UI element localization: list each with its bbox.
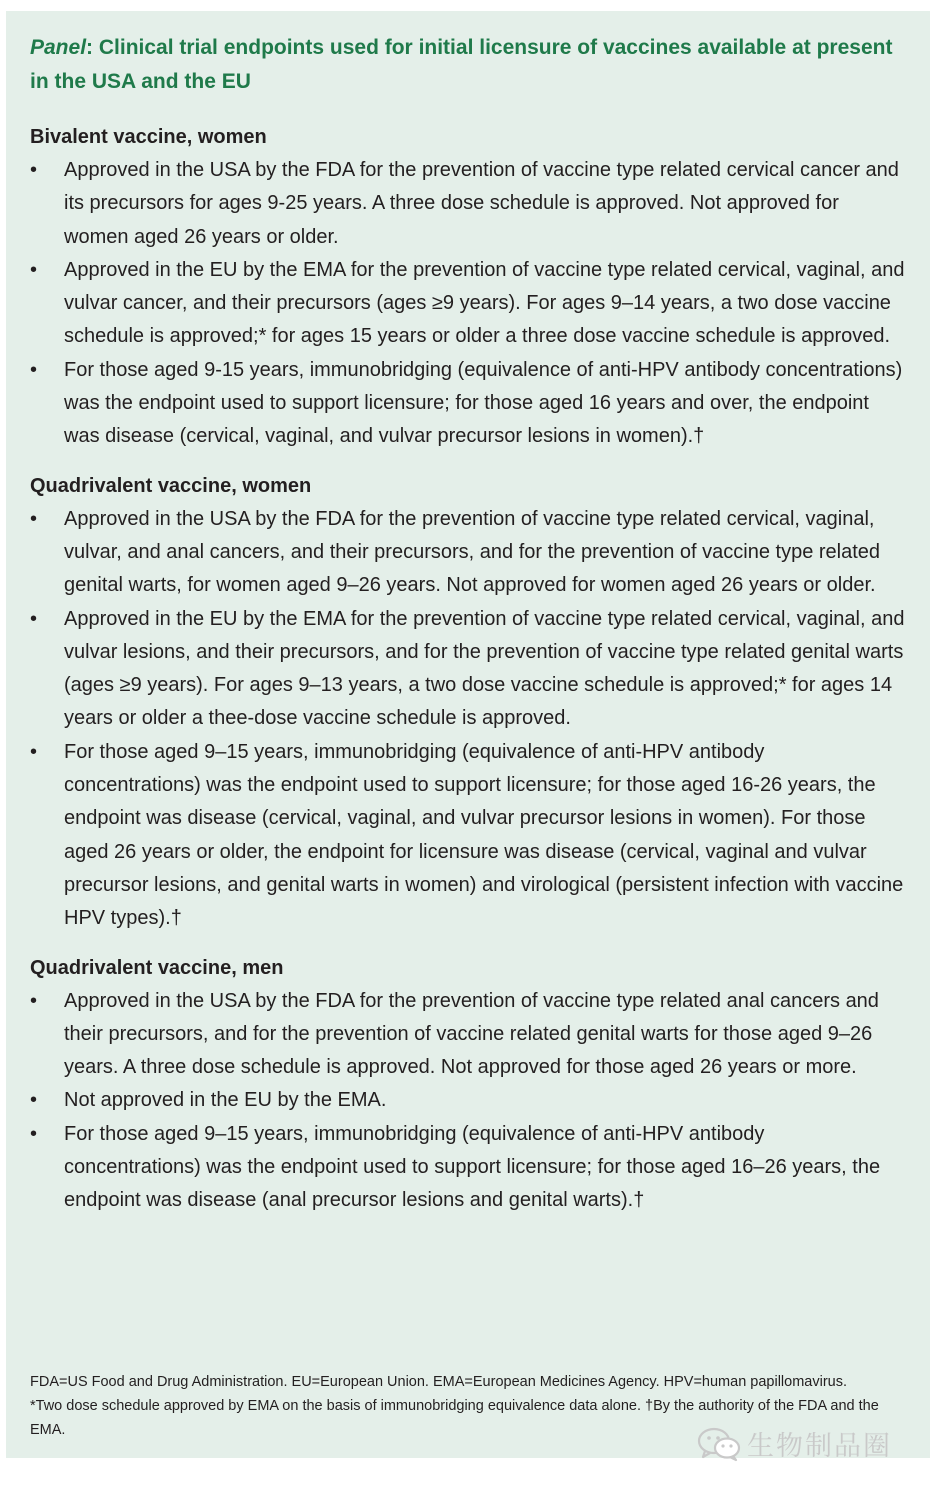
list-item-text: Approved in the EU by the EMA for the prevention of vaccine type related cervical, vaginal, and vulvar cancer, and their precursors (ages ≥9 years). For ages 9–14 years, a two dose vaccine schedule is approved;* for ages 15 years or older a three dose vaccine schedule is approved.: [64, 258, 905, 348]
watermark: [697, 1424, 892, 1463]
list-item: [30, 985, 906, 1085]
section-heading: Quadrivalent vaccine, women: [30, 474, 312, 497]
bullet-icon: •: [30, 1122, 38, 1145]
list-item-text: Approved in the USA by the FDA for the prevention of vaccine type related cervical, vaginal, vulvar, and anal cancers, and their precursors, and for the prevention of vaccine type related genital warts, for women aged 9–26 years. Not approved for women aged 26 years or older.: [64, 507, 881, 597]
list-item: [30, 1084, 906, 1117]
bullet-list: [30, 985, 906, 1218]
list-item-text: Approved in the USA by the FDA for the prevention of vaccine type related cervical cancer and its precursors for ages 9-25 years. A three dose schedule is approved. Not approved for women aged 26 years or older.: [64, 159, 899, 248]
list-item-text: For those aged 9–15 years, immunobridging (equivalence of anti-HPV antibody concentrations) was the endpoint used to support licensure; for those aged 16-26 years, the endpoint was disease (cervical, vaginal, and vulvar precursor lesions in women). For those aged 26 years or older, the endpoint for licensure was disease (cervical, vaginal and vulvar precursor lesions, and genital warts in women) and virological (persistent infection with vaccine HPV types).†: [64, 740, 904, 930]
bullet-icon: •: [30, 159, 38, 181]
footnote-notes: *Two dose schedule approved by EMA on the basis of immunobridging equivalence data alone. †By the authority of the FDA and the EMA.: [30, 1398, 879, 1438]
bullet-icon: •: [30, 740, 38, 763]
bullet-list: [30, 154, 906, 454]
panel-title-text: : Clinical trial endpoints used for initial licensure of vaccines available at present in the USA and the EU: [30, 36, 893, 93]
list-item: [30, 154, 906, 254]
panel-title-prefix: Panel: [30, 36, 87, 59]
section-bivalent-women: [30, 121, 906, 454]
list-item: [30, 1118, 906, 1218]
panel-title: [30, 31, 906, 99]
list-item-text: For those aged 9-15 years, immunobridging (equivalence of anti-HPV antibody concentrations) was the endpoint used to support licensure; for those aged 16 years and over, the endpoint was disease (cervical, vaginal, and vulvar precursor lesions in women).†: [64, 358, 903, 448]
watermark-text: 生物制品圈: [747, 1431, 892, 1461]
bullet-icon: •: [30, 258, 38, 281]
footnote-abbreviations: FDA=US Food and Drug Administration. EU=European Union. EMA=European Medicines Agency. HPV=human papillomavirus.: [30, 1374, 847, 1390]
panel: [6, 11, 930, 1458]
bullet-icon: •: [30, 989, 38, 1012]
bullet-icon: •: [30, 607, 38, 630]
bullet-icon: •: [30, 358, 38, 381]
list-item-text: Approved in the EU by the EMA for the prevention of vaccine type related cervical, vaginal, and vulvar lesions, and their precursors, and for the prevention of vaccine type related genital warts (ages ≥9 years). For ages 9–13 years, a two dose vaccine schedule is approved;* for ages 14 years or older a thee-dose vaccine schedule is approved.: [64, 607, 905, 730]
wechat-icon: [697, 1426, 741, 1462]
list-item: [30, 603, 906, 736]
list-item-text: Approved in the USA by the FDA for the prevention of vaccine type related anal cancers and their precursors, and for the prevention of vaccine related genital warts for those aged 9–26 years. A three dose schedule is approved. Not approved for those aged 26 years or more.: [64, 989, 879, 1079]
section-quadrivalent-women: [30, 470, 906, 936]
section-heading: Bivalent vaccine, women: [30, 126, 267, 148]
bullet-icon: •: [30, 1089, 38, 1112]
list-item-text: For those aged 9–15 years, immunobridging (equivalence of anti-HPV antibody concentrations) was the endpoint used to support licensure; for those aged 16–26 years, the endpoint was disease (anal precursor lesions and genital warts).†: [64, 1122, 881, 1212]
section-quadrivalent-men: [30, 952, 906, 1218]
list-item: [30, 736, 906, 936]
list-item: [30, 254, 906, 354]
list-item: [30, 503, 906, 603]
list-item-text: Not approved in the EU by the EMA.: [64, 1089, 387, 1112]
section-heading: Quadrivalent vaccine, men: [30, 956, 284, 979]
list-item: [30, 354, 906, 454]
bullet-list: [30, 503, 906, 936]
bullet-icon: •: [30, 507, 38, 530]
